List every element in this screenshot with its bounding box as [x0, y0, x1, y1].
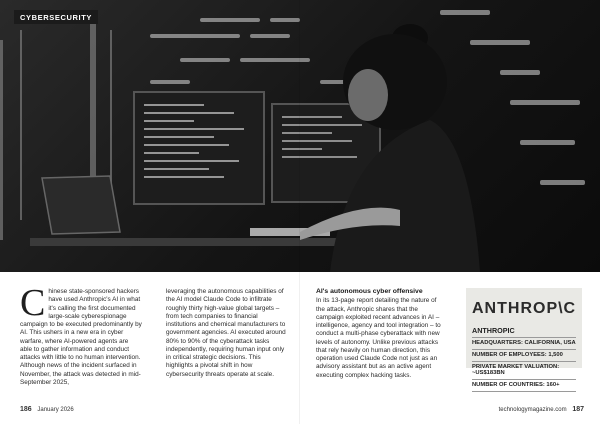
subheading: AI's autonomous cyber offensive	[316, 288, 423, 295]
fact-headquarters: HEADQUARTERS: CALIFORNIA, USA	[472, 338, 576, 350]
company-logo: ANTHROP\C	[472, 300, 577, 317]
laptop	[42, 176, 120, 234]
page-fold	[299, 0, 300, 424]
drop-cap: C	[20, 282, 46, 324]
company-name: ANTHROPIC	[472, 326, 576, 338]
page-number-left: 186	[20, 406, 32, 413]
monitor-left	[134, 92, 264, 204]
fact-countries: NUMBER OF COUNTRIES: 160+	[472, 380, 576, 392]
article-column-1	[20, 282, 142, 387]
article-text: hinese state-sponsored hackers have used Anthropic's AI in what it's calling the first documented large-scale cyberespionage campaign to be executed predominantly by AI. This ushers in a new era in cyber warfare, where AI-powered agents are able to gather information and conduct attacks with little to no human intervention. Although news of the incident surfaced in November, the attack was detected in mid-September 2025,	[20, 288, 142, 386]
footer-left	[20, 406, 74, 413]
section-tag: CYBERSECURITY	[14, 10, 98, 24]
article-text: In its 13-page report detailing the nature of the attack, Anthropic shares that the campaign exploited recent advances in AI – intelligence, agency and tool integration – to conduct a multi-phase cyberattack with new levels of autonomy. Unlike previous attacks that rely heavily on human direction, this operation used Claude Code not just as an advisory assistant but as an active agent executing complex hacking tasks.	[316, 297, 441, 379]
article-text: leveraging the autonomous capabilities of the AI model Claude Code to infiltrate roughly thirty high-value global targets – from tech companies to financial institutions and chemical manufacturers to government agencies. AI executed around 80% to 90% of the cyberattack tasks independently, requiring human input only in critical strategic decisions. This highlights a pivotal shift in how cybersecurity threats operate at scale.	[166, 288, 286, 378]
company-factbox	[466, 288, 582, 389]
fact-valuation: PRIVATE MARKET VALUATION: ~US$183BN	[472, 362, 576, 381]
website-link[interactable]: technologymagazine.com	[498, 407, 567, 413]
footer-right	[499, 406, 584, 413]
article-column-3	[316, 288, 444, 380]
page-number-right: 187	[572, 406, 584, 413]
fact-employees: NUMBER OF EMPLOYEES: 1,500	[472, 350, 576, 362]
article-column-2	[166, 288, 288, 379]
issue-date: January 2026	[37, 407, 74, 413]
